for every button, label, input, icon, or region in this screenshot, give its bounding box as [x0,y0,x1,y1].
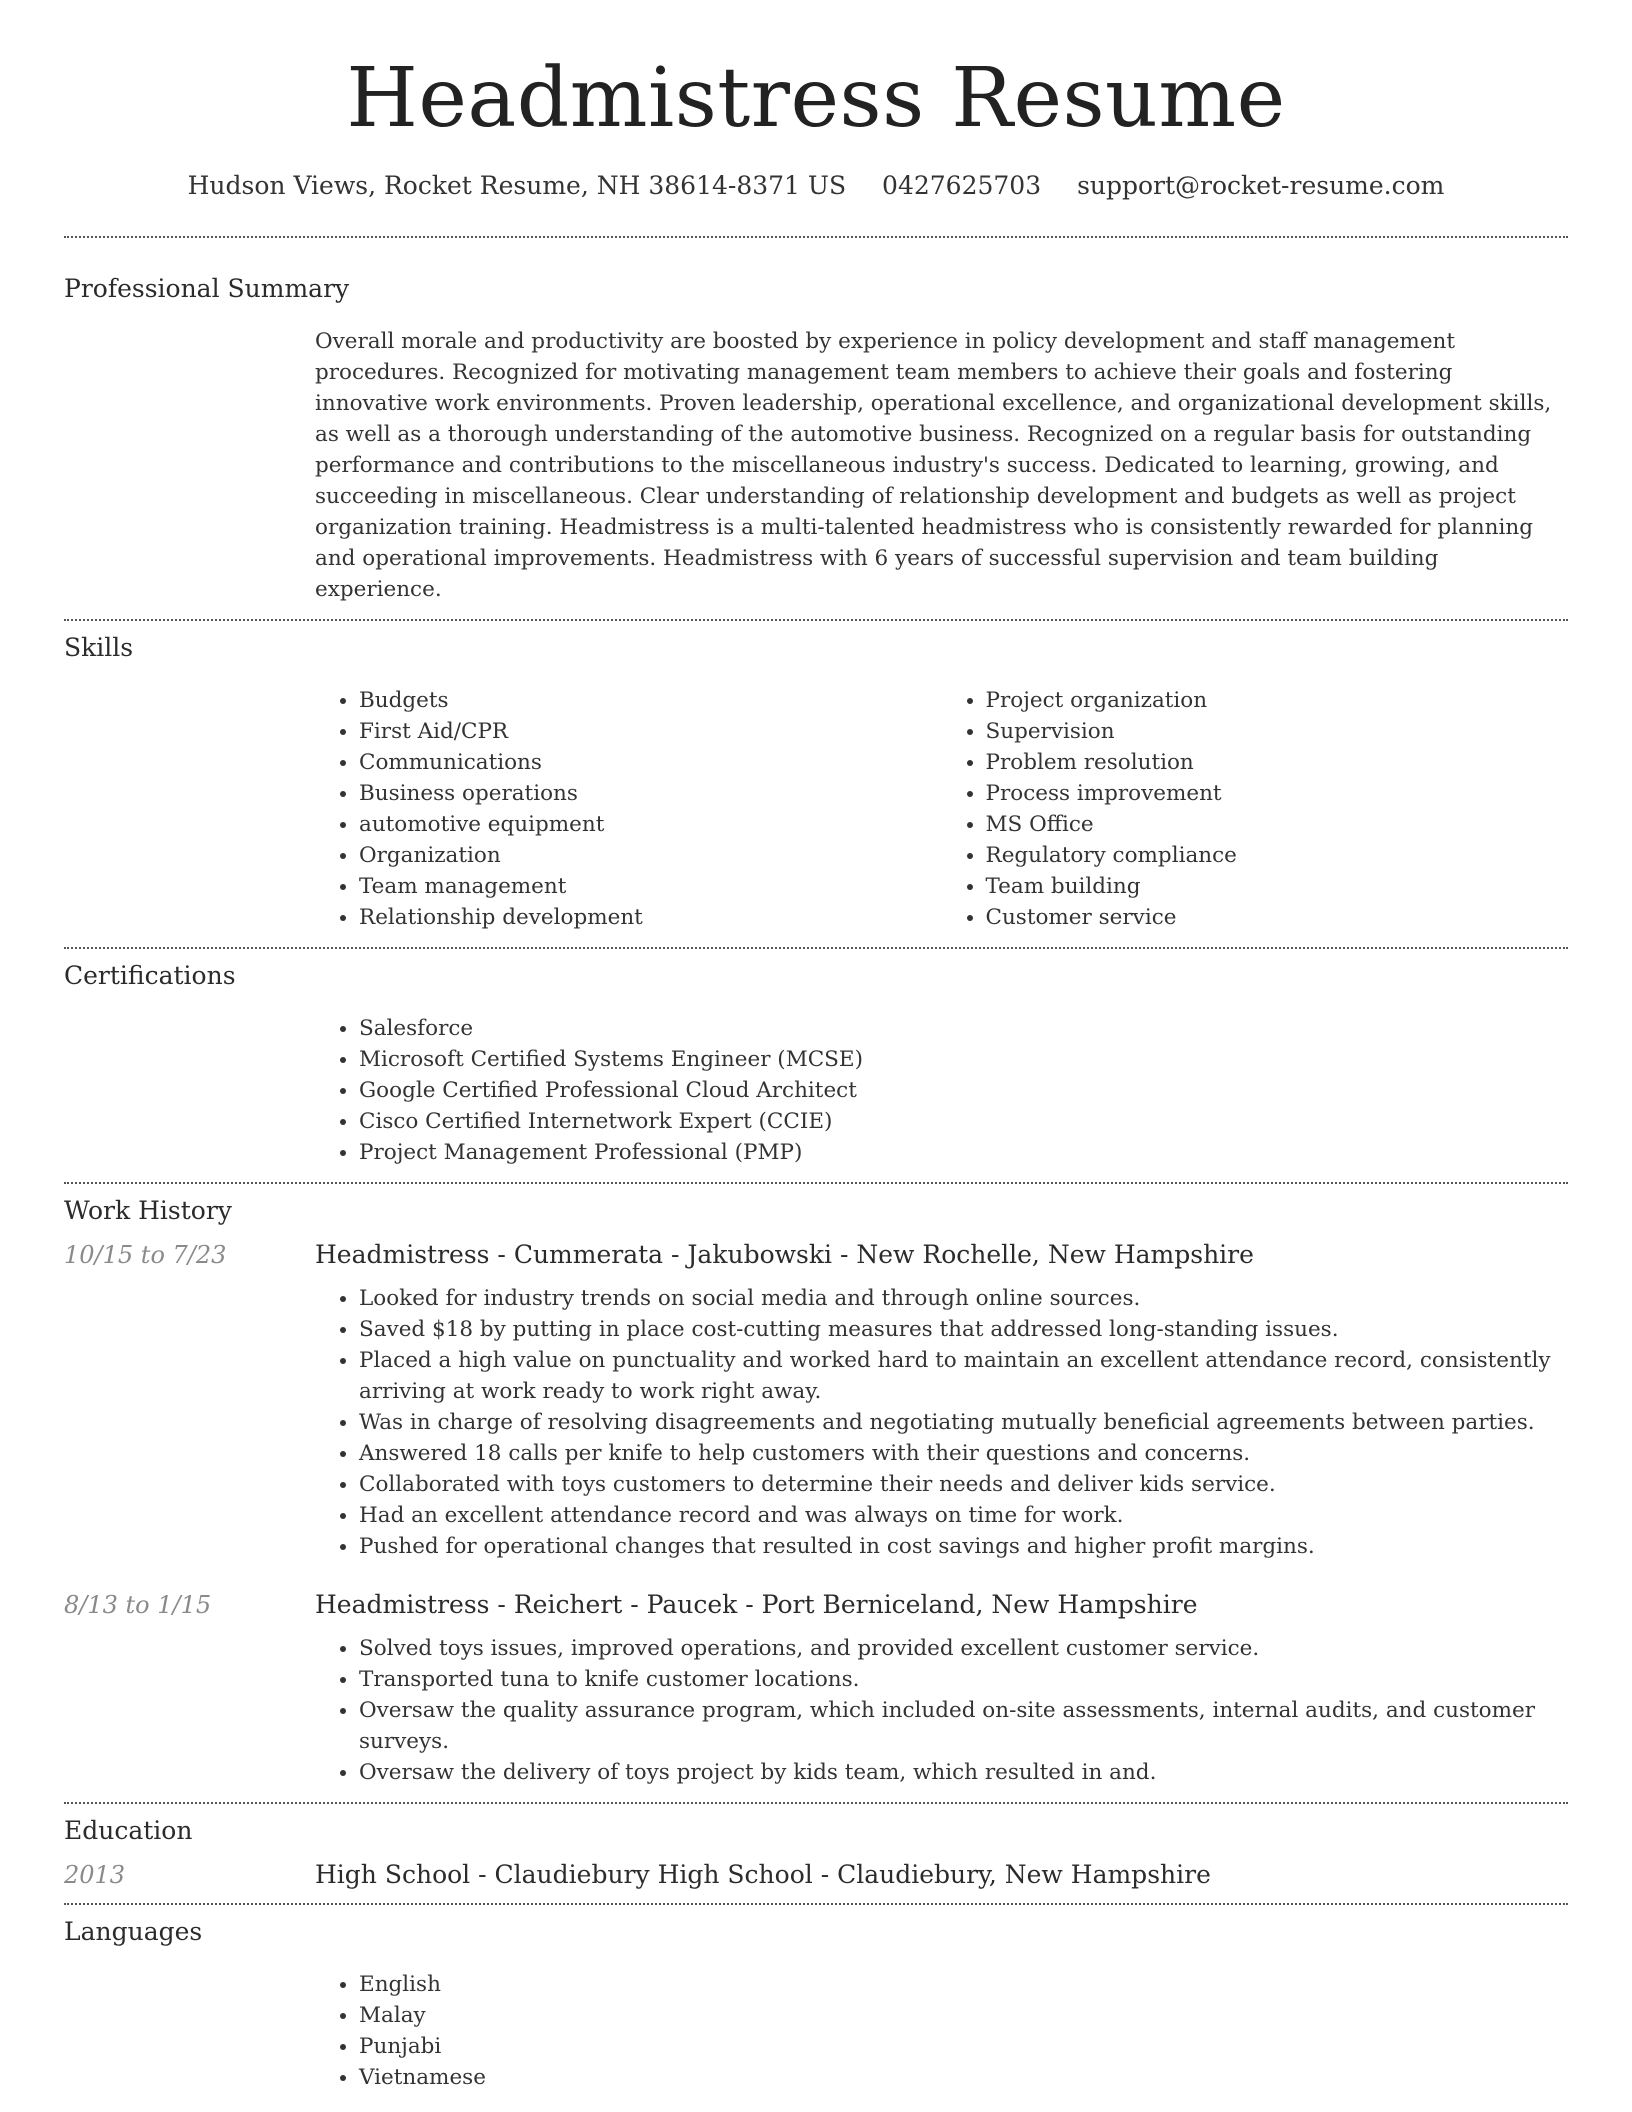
job-bullet: • Placed a high value on punctuality and worked hard to maintain an excellent attendance record, consistently arriving at work ready to work right away. [359,1345,1568,1407]
skill-item: • Project organization [986,685,1569,716]
skill-item: • Business operations [359,778,942,809]
job-bullets [315,1633,1568,1788]
address-text: Hudson Views, Rocket Resume, NH 38614-8371 US [187,171,847,200]
education-title: High School - Claudiebury High School - Claudiebury, New Hampshire [315,1859,1211,1889]
job-bullet: • Had an excellent attendance record and was always on time for work. [359,1500,1568,1531]
language-item: • English [359,1969,1568,2000]
job-date: 8/13 to 1/15 [64,1590,212,1619]
certification-item: • Salesforce [359,1013,1568,1044]
skills-list-left [315,685,942,933]
skill-item: • Problem resolution [986,747,1569,778]
summary-text: Overall morale and productivity are boosted by experience in policy development and staff management procedures. Recognized for motivating management team members to achieve their goals and fostering innovative work environments. Proven leadership, operational excellence, and organizational development skills, as well as a thorough understanding of the automotive business. Recognized on a regular basis for outstanding performance and contributions to the miscellaneous industry's success. Dedicated to learning, growing, and succeeding in miscellaneous. Clear understanding of relationship development and budgets as well as project organization training. Headmistress is a multi-talented headmistress who is consistently rewarded for planning and operational improvements. Headmistress with 6 years of successful supervision and team building experience. [315,328,1552,602]
resume-title: Headmistress Resume [346,51,1286,146]
certification-item: • Project Management Professional (PMP) [359,1137,1568,1168]
skills-heading: Skills [64,632,134,662]
job-bullet: • Oversaw the delivery of toys project by kids team, which resulted in and. [359,1757,1568,1788]
education-heading: Education [64,1815,193,1845]
skill-item: • Team management [359,871,942,902]
work-section [64,1184,1568,1802]
skill-item: • First Aid/CPR [359,716,942,747]
certifications-section [64,949,1568,1182]
job-title: Headmistress - Reichert - Paucek - Port Berniceland, New Hampshire [315,1589,1198,1619]
language-item: • Vietnamese [359,2062,1568,2093]
job-entry [64,1240,1568,1562]
language-item: • Malay [359,2000,1568,2031]
certification-item: • Cisco Certified Internetwork Expert (CCIE) [359,1106,1568,1137]
language-item: • Punjabi [359,2031,1568,2062]
skill-item: • Regulatory compliance [986,840,1569,871]
job-entry [64,1590,1568,1802]
skills-columns [315,685,1568,947]
skill-item: • automotive equipment [359,809,942,840]
work-heading: Work History [64,1195,232,1225]
education-section [64,1804,1568,1903]
languages-content [315,1969,1568,2093]
skills-list-right [942,685,1569,933]
job-details [315,1633,1568,1802]
job-bullets [315,1283,1568,1562]
education-entry [64,1860,1568,1889]
skill-item: • Relationship development [359,902,942,933]
job-bullet: • Collaborated with toys customers to determine their needs and deliver kids service. [359,1469,1568,1500]
certification-item: • Microsoft Certified Systems Engineer (MCSE) [359,1044,1568,1075]
skill-item: • Customer service [986,902,1569,933]
skill-item: • Team building [986,871,1569,902]
certifications-list [315,1013,1568,1168]
job-bullet: • Transported tuna to knife customer locations. [359,1664,1568,1695]
languages-heading: Languages [64,1916,203,1946]
job-bullet: • Solved toys issues, improved operations, and provided excellent customer service. [359,1633,1568,1664]
education-date: 2013 [64,1860,126,1889]
job-details [315,1283,1568,1562]
skill-item: • Budgets [359,685,942,716]
job-header [64,1240,1568,1269]
summary-section [64,238,1568,619]
job-bullet: • Saved $18 by putting in place cost-cutting measures that addressed long-standing issues. [359,1314,1568,1345]
certification-item: • Google Certified Professional Cloud Architect [359,1075,1568,1106]
job-date: 10/15 to 7/23 [64,1240,227,1269]
contact-line [64,170,1568,203]
job-bullet: • Answered 18 calls per knife to help customers with their questions and concerns. [359,1438,1568,1469]
email-link[interactable]: support@rocket-resume.com [1077,171,1445,200]
skill-item: • Communications [359,747,942,778]
job-bullet: • Pushed for operational changes that resulted in cost savings and higher profit margins. [359,1531,1568,1562]
job-bullet: • Looked for industry trends on social media and through online sources. [359,1283,1568,1314]
skill-item: • MS Office [986,809,1569,840]
skill-item: • Process improvement [986,778,1569,809]
job-bullet: • Was in charge of resolving disagreements and negotiating mutually beneficial agreements between parties. [359,1407,1568,1438]
languages-section [64,1905,1568,2093]
job-bullet: • Oversaw the quality assurance program, which included on-site assessments, internal audits, and customer surveys. [359,1695,1568,1757]
job-header [64,1590,1568,1619]
summary-content [315,326,1568,619]
languages-list [315,1969,1568,2093]
skill-item: • Supervision [986,716,1569,747]
job-title: Headmistress - Cummerata - Jakubowski - New Rochelle, New Hampshire [315,1239,1254,1269]
certifications-content [315,1013,1568,1182]
skill-item: • Organization [359,840,942,871]
certifications-heading: Certifications [64,960,236,990]
phone-text: 0427625703 [882,171,1042,200]
skills-section [64,621,1568,947]
summary-heading: Professional Summary [64,273,350,303]
